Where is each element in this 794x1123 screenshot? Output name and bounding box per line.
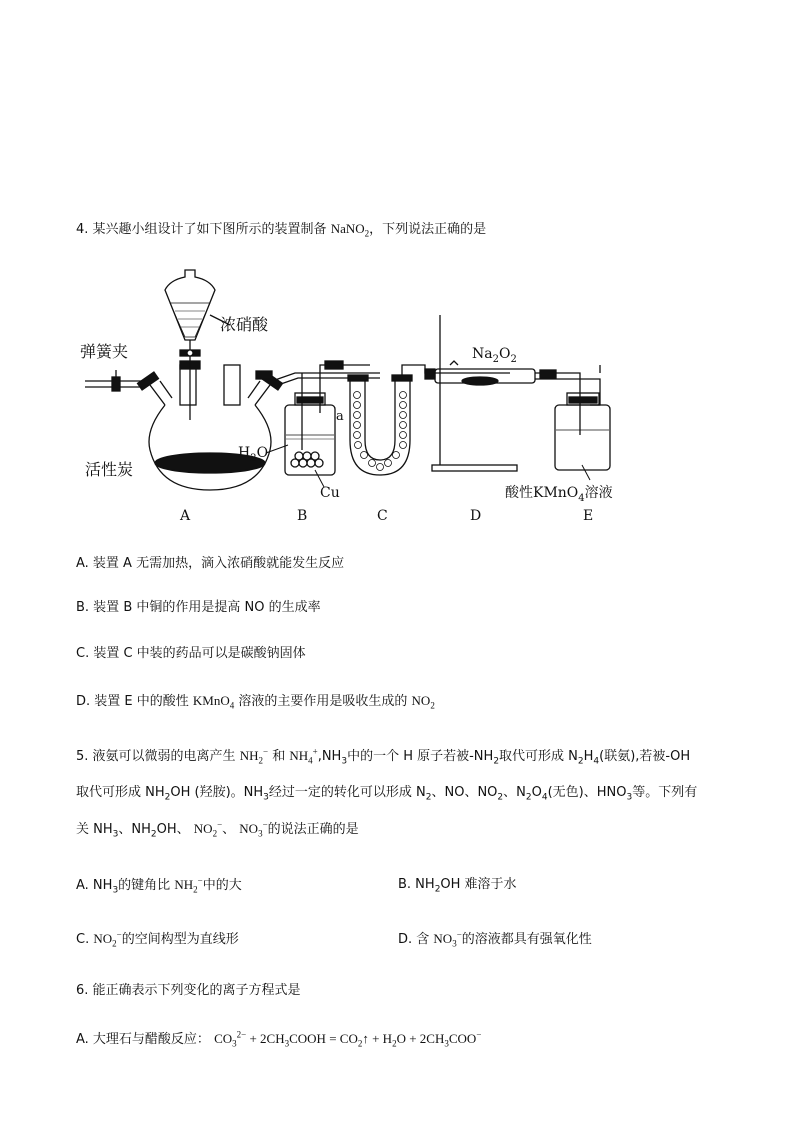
spring-clip — [112, 377, 120, 391]
q5-stem-line3: 关 $NH_3$、$NH_2OH$、 $NO_2^-$、 $NO_3^-$的说法正确的是 — [76, 819, 359, 840]
q4-option-d[interactable]: D. 装置 E 中的酸性 KMnO$_4$ 溶液的主要作用是吸收生成的 $NO_2$ — [76, 693, 435, 711]
u-tube-granules — [354, 392, 407, 471]
letter-d: D — [470, 508, 482, 524]
label-activated-carbon: 活性炭 — [85, 460, 134, 479]
copper-beads — [291, 452, 323, 467]
q4-option-a[interactable]: A. 装置 A 无需加热，滴入浓硝酸就能发生反应 — [76, 556, 345, 571]
apparatus-diagram — [70, 265, 650, 530]
letter-a: A — [180, 508, 191, 524]
flask-a — [149, 405, 271, 490]
q5-option-a[interactable]: A. $NH_3$的键角比 $NH_2^-$中的大 — [76, 875, 242, 896]
q5-option-d[interactable]: D. 含 $NO_3^-$的溶液都具有强氧化性 — [398, 929, 592, 949]
stand-base-d — [432, 465, 517, 471]
separatory-funnel — [165, 270, 215, 340]
q4-option-b[interactable]: B. 装置 B 中铜的作用是提高 NO 的生成率 — [76, 600, 321, 615]
label-spring-clip: 弹簧夹 — [80, 342, 129, 361]
bottle-b — [285, 405, 335, 475]
label-na2o2: $Na_2O_2$ — [472, 346, 517, 365]
q5-stem-line2: 取代可形成 $NH_2OH$ (羟胺)。$NH_3$经过一定的转化可以形成 $N_2$、NO、$NO_2$、$N_2O_4$(无色)、$HNO_3$等。下列有 — [76, 785, 698, 803]
na2o2-powder — [462, 377, 498, 385]
letter-e: E — [583, 508, 594, 524]
label-kmno4: 酸性KMnO$_4$溶液 — [505, 485, 613, 504]
bottle-e — [555, 405, 610, 470]
label-water: $H_2O$ — [238, 445, 269, 464]
q6-stem: 6. 能正确表示下列变化的离子方程式是 — [76, 983, 301, 998]
q6-equation: $CO_3^{2-}$ + $2CH_3COOH$ = $CO_2↑ + H_2O + 2CH_3COO^-$ — [214, 1029, 482, 1049]
label-a: a — [336, 409, 344, 424]
q4-stem: 4. 某兴趣小组设计了如下图所示的装置制备 NaNO$_2$，下列说法正确的是 — [76, 221, 487, 239]
q4-stem-formula: NaNO$_2$ — [330, 221, 370, 239]
label-cu: Cu — [320, 485, 340, 501]
q6-option-a[interactable]: A. 大理石与醋酸反应： $CO_3^{2-}$ + $2CH_3COOH$ = $CO_2↑ + H_2O + 2CH_3COO^-$ — [76, 1029, 482, 1049]
letter-c: C — [377, 508, 388, 524]
q4-option-c[interactable]: C. 装置 C 中装的药品可以是碳酸钠固体 — [76, 646, 306, 661]
letter-b: B — [297, 508, 308, 524]
label-conc-nitric: 浓硝酸 — [220, 315, 269, 334]
q5-option-c[interactable]: C. $NO_2^-$的空间构型为直线形 — [76, 929, 239, 949]
q5-stem-line1: 5. 液氨可以微弱的电离产生 $NH_2^-$ 和 $NH_4^+,NH_3$中的一个 H 原子若被$-NH_2$取代可形成 $N_2H_4$(联氨),若被-OH — [76, 746, 691, 767]
q5-option-b[interactable]: B. $NH_2OH$ 难溶于水 — [398, 877, 517, 895]
